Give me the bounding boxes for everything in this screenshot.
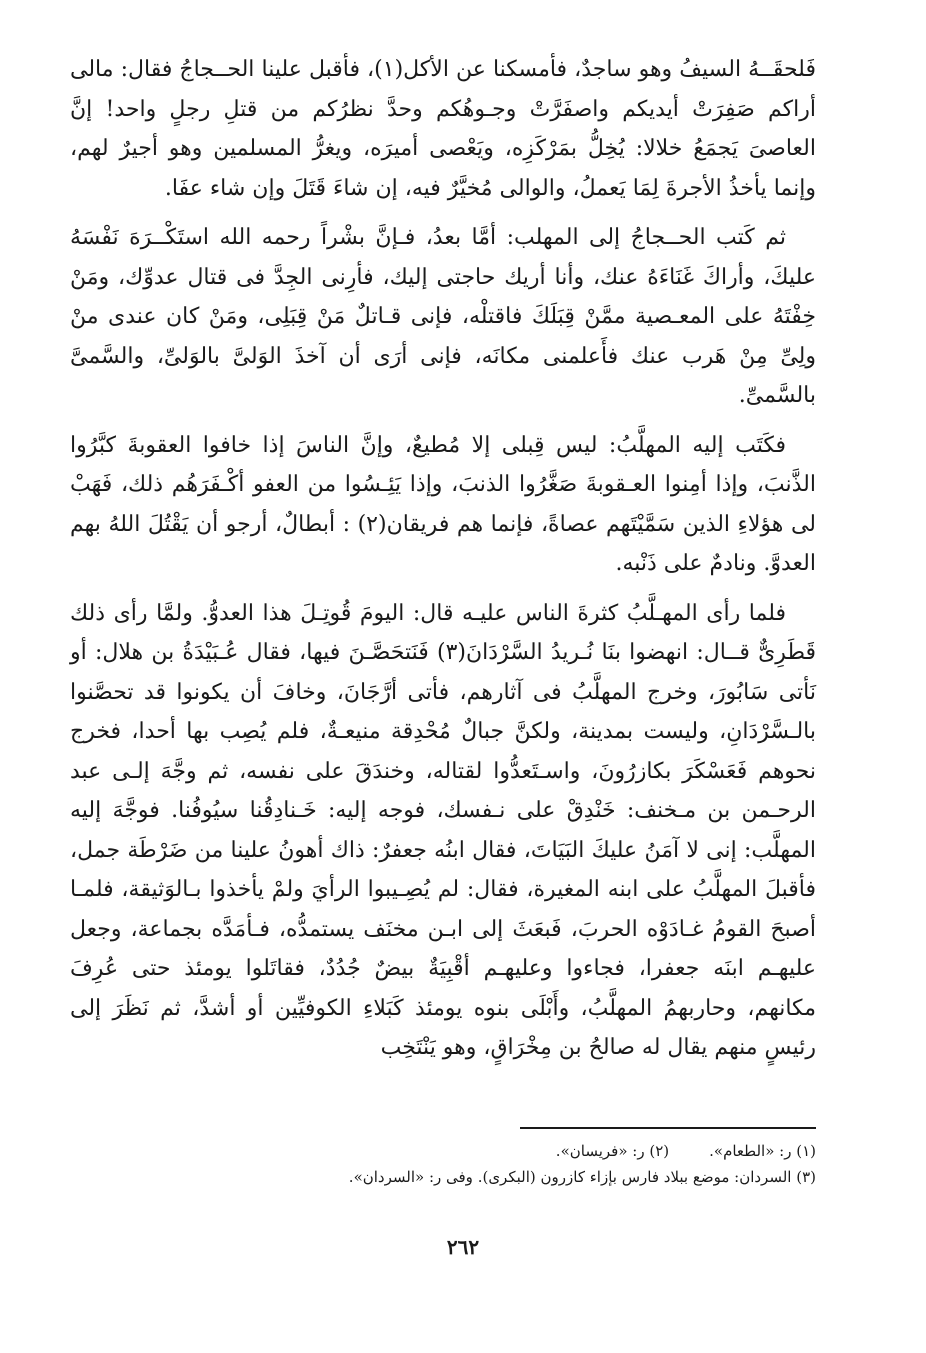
paragraph-2: ثم كَتب الحــجاجُ إلى المهلب: أمَّا بعدُ، فـإنَّ بشْراً رحمه الله استَكْــرَهَ نَفْسَهُ عليكَ، وأراكَ غَنَاءَهُ عنك، وأنا أريك حاجتى إليك، فأرِنى الجِدَّ فى قتال عدوِّك، ومَنْ خِفْتَهُ على المعـصية ممَّنْ قِبَلَكَ فاقتلْه، فإنى قـاتلٌ مَنْ قِبَلِى، ومَنْ كان عندى منْ ولِىِّ مِنْ هَرب عنك فأَعلمنى مكانَه، فإنى أرَى أن آخذَ الوَلىَّ بالوَلىِّ، والسَّمىَّ بالسَّمىِّ. <box>70 225 817 408</box>
footnote-row <box>70 1138 816 1164</box>
footnote-divider <box>520 1127 816 1129</box>
page-number: ٢٦٢ <box>446 1235 480 1259</box>
paragraph-3: فكَتَب إليه المهلَّبُ: ليس قِبلى إلا مُطيعٌ، وإنَّ الناسَ إذا خافوا العقوبةَ كبَّرُوا الذَّنبَ، وإذا أمِنوا العـقوبةَ صَغَّرُوا الذنبَ، وإذا يَئِـسُوا من العفو أكْـفَرَهُم ذلك، فَهَبْ لى هؤلاءِ الذين سَمَّيْتَهم عصاةً، فإنما هم فريقان(٢) : أبطالٌ، أرجو أن يَقْتُلَ اللهُ بهم العدوَّ. ونادمٌ على ذَنْبه. <box>70 432 816 576</box>
footnote-1: (١) ر: «الطعام». <box>709 1142 816 1160</box>
footnotes-block <box>70 1138 816 1190</box>
paragraph-1: فَلحقَــهُ السيفُ وهو ساجدٌ، فأمسكنا عن الأكل(١)، فأقبل علينا الحــجاجُ فقال: مالى أراكم صَفِرَتْ أيديكم واصفَرَّتْ وجـوهُكم وحدَّ نظرُكم من قتلِ رجلٍ واحد! إنَّ العاصىَ يَجمَعُ خلالا: يُخِلُّ بمَرْكَزِه، ويَعْصى أميرَه، ويغرُّ المسلمين وهو أجيرٌ لهم، وإنما يأخذُ الأجرةَ لِمَا يَعملُ، والوالى مُخيَّرٌ فيه، إن شاءَ قَتَلَ وإن شاء عفَا. <box>70 57 816 201</box>
paragraph-4: فلما رأى المهـلَّبُ كثرةَ الناس عليـه قال: اليومَ قُوتِـلَ هذا العدوُّ. ولمَّا رأى ذلك قَطَرِىٌّ قــال: انهضوا بنَا نُـريدُ السَّرْدَانَ(٣) فَنَتحَصَّـنَ فيها، فقال عُـبَيْدَةُ بن هلال: أو نَأتى سَابُورَ، وخرج المهلَّبُ فى آثارهم، فأتى أرَّجَانَ، وخافَ أن يكونوا قد تحصَّنوا بالـسَّرْدَانِ، وليست بمدينة، ولكنَّ جبالٌ مُحْدِقة منيعـةٌ، فلم يُصِب بها أحدا، فخرج نحوهم فَعَسْكَرَ بكازرُونَ، واسـتَعدُّوا لقتاله، وخندَقَ على نفسه، ثم وجَّهَ إلـى عبد الرحـمن بن مـخنف: خَنْدِقْ على نـفسك، فوجه إليه: خَـنادِقُنا سيُوفُنا. فوجَّهَ إليه المهلَّب: إنى لا آمَنُ عليكَ البَيَاتَ، فقال ابنُه جعفرٌ: ذاك أهونُ علينا من ضَرْطَة جمل، فأقبلَ المهلَّبُ على ابنه المغيرة، فقال: لم يُصِـيبوا الرأيَ ولمْ يأخذوا بـالوَثيقة، فلمـا أصبحَ القومُ غـادَوْه الحربَ، فَبعَثَ إلى ابـن مخنَف يستمدُّه، فـأمَدَّه بجماعة، وجعل عليهـم ابنَه جعفرا، فجاءوا وعليهـم أقْبِيَةٌ بيضٌ جُدُدٌ، فقاتَلوا يومئذ حتى عُرِفَ مكانهم، وحاربهمُ المهلَّبُ، وأَبْلَى بنوه يومئذ كَبَلاءِ الكوفيِّين أو أشدَّ، ثم نَظَرَ إلى رئيسٍ منهم يقال له صالحُ بن مِخْرَاقٍ، وهو يَنْتَخِب <box>70 600 817 1060</box>
footnote-2: (٢) ر: «فريسان». <box>555 1142 670 1160</box>
main-text-block <box>70 50 816 1078</box>
footnote-3: (٣) السردان: موضع ببلاد فارس بإزاء كازرون (البكرى). وفى ر: «السردان». <box>348 1168 816 1186</box>
